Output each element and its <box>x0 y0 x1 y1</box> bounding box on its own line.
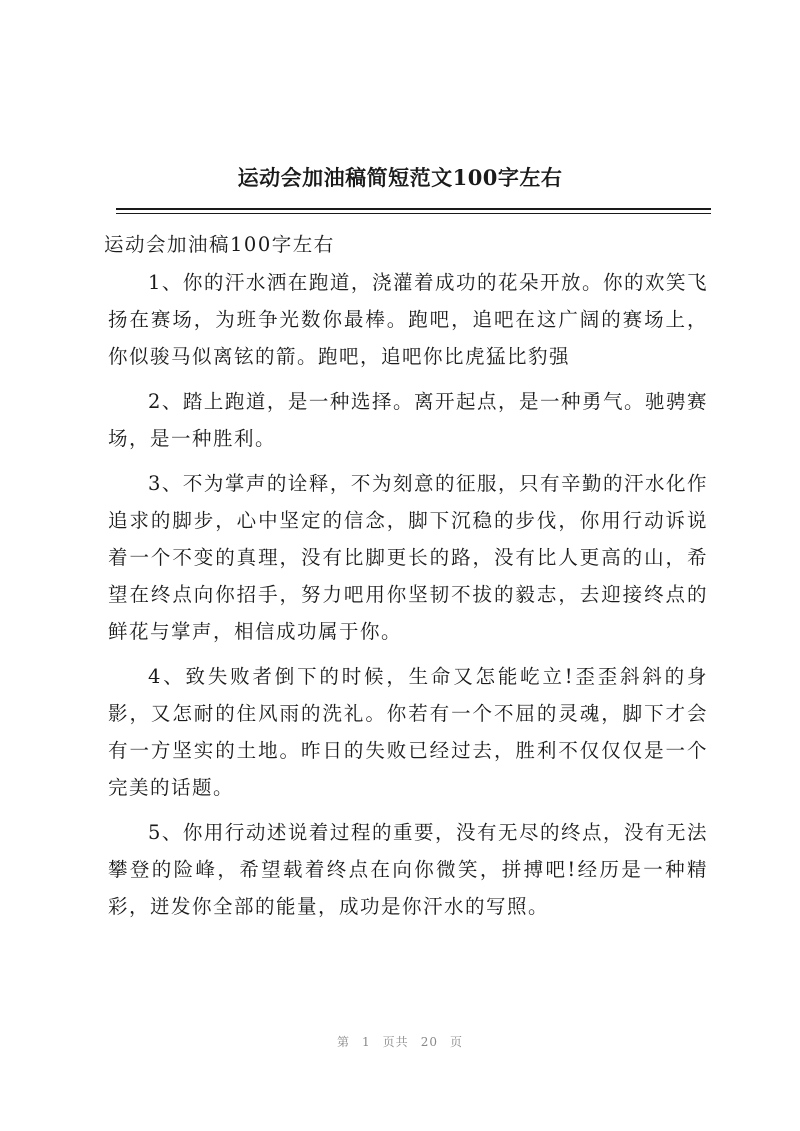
document-title: 运动会加油稿简短范文100字左右 <box>237 165 563 190</box>
paragraph-1: 1、你的汗水洒在跑道，浇灌着成功的花朵开放。你的欢笑飞扬在赛场，为班争光数你最棒。跑吧，追吧在这广阔的赛场上，你似骏马似离铉的箭。跑吧，追吧你比虎猛比豹强 <box>108 271 708 368</box>
footer-prefix: 第 <box>337 1035 351 1049</box>
footer-suffix: 页 <box>449 1035 463 1049</box>
footer-total-pages: 20 <box>420 1035 438 1049</box>
paragraph-3: 3、不为掌声的诠释，不为刻意的征服，只有辛勤的汗水化作追求的脚步，心中坚定的信念，脚下沉稳的步伐，你用行动诉说着一个不变的真理，没有比脚更长的路，没有比人更高的山，希望在终点向你招手，努力吧用你坚韧不拔的毅志，去迎接终点的鲜花与掌声，相信成功属于你。 <box>108 472 708 643</box>
document-body <box>104 226 708 933</box>
paragraph-2: 2、踏上跑道，是一种选择。离开起点，是一种勇气。驰骋赛场，是一种胜利。 <box>108 390 708 450</box>
title-divider <box>116 208 711 214</box>
footer-middle: 页共 <box>382 1035 409 1049</box>
paragraph-5: 5、你用行动述说着过程的重要，没有无尽的终点，没有无法攀登的险峰，希望载着终点在向你微笑，拼搏吧!经历是一种精彩，迸发你全部的能量，成功是你汗水的写照。 <box>108 821 708 918</box>
section-heading: 运动会加油稿100字左右 <box>104 233 335 256</box>
footer-page-number: 1 <box>362 1035 371 1049</box>
paragraph-4: 4、致失败者倒下的时候，生命又怎能屹立!歪歪斜斜的身影，又怎耐的住风雨的洗礼。你若有一个不屈的灵魂，脚下才会有一方坚实的土地。昨日的失败已经过去，胜利不仅仅仅是一个完美的话题。 <box>108 665 708 799</box>
page-footer <box>0 1033 800 1050</box>
